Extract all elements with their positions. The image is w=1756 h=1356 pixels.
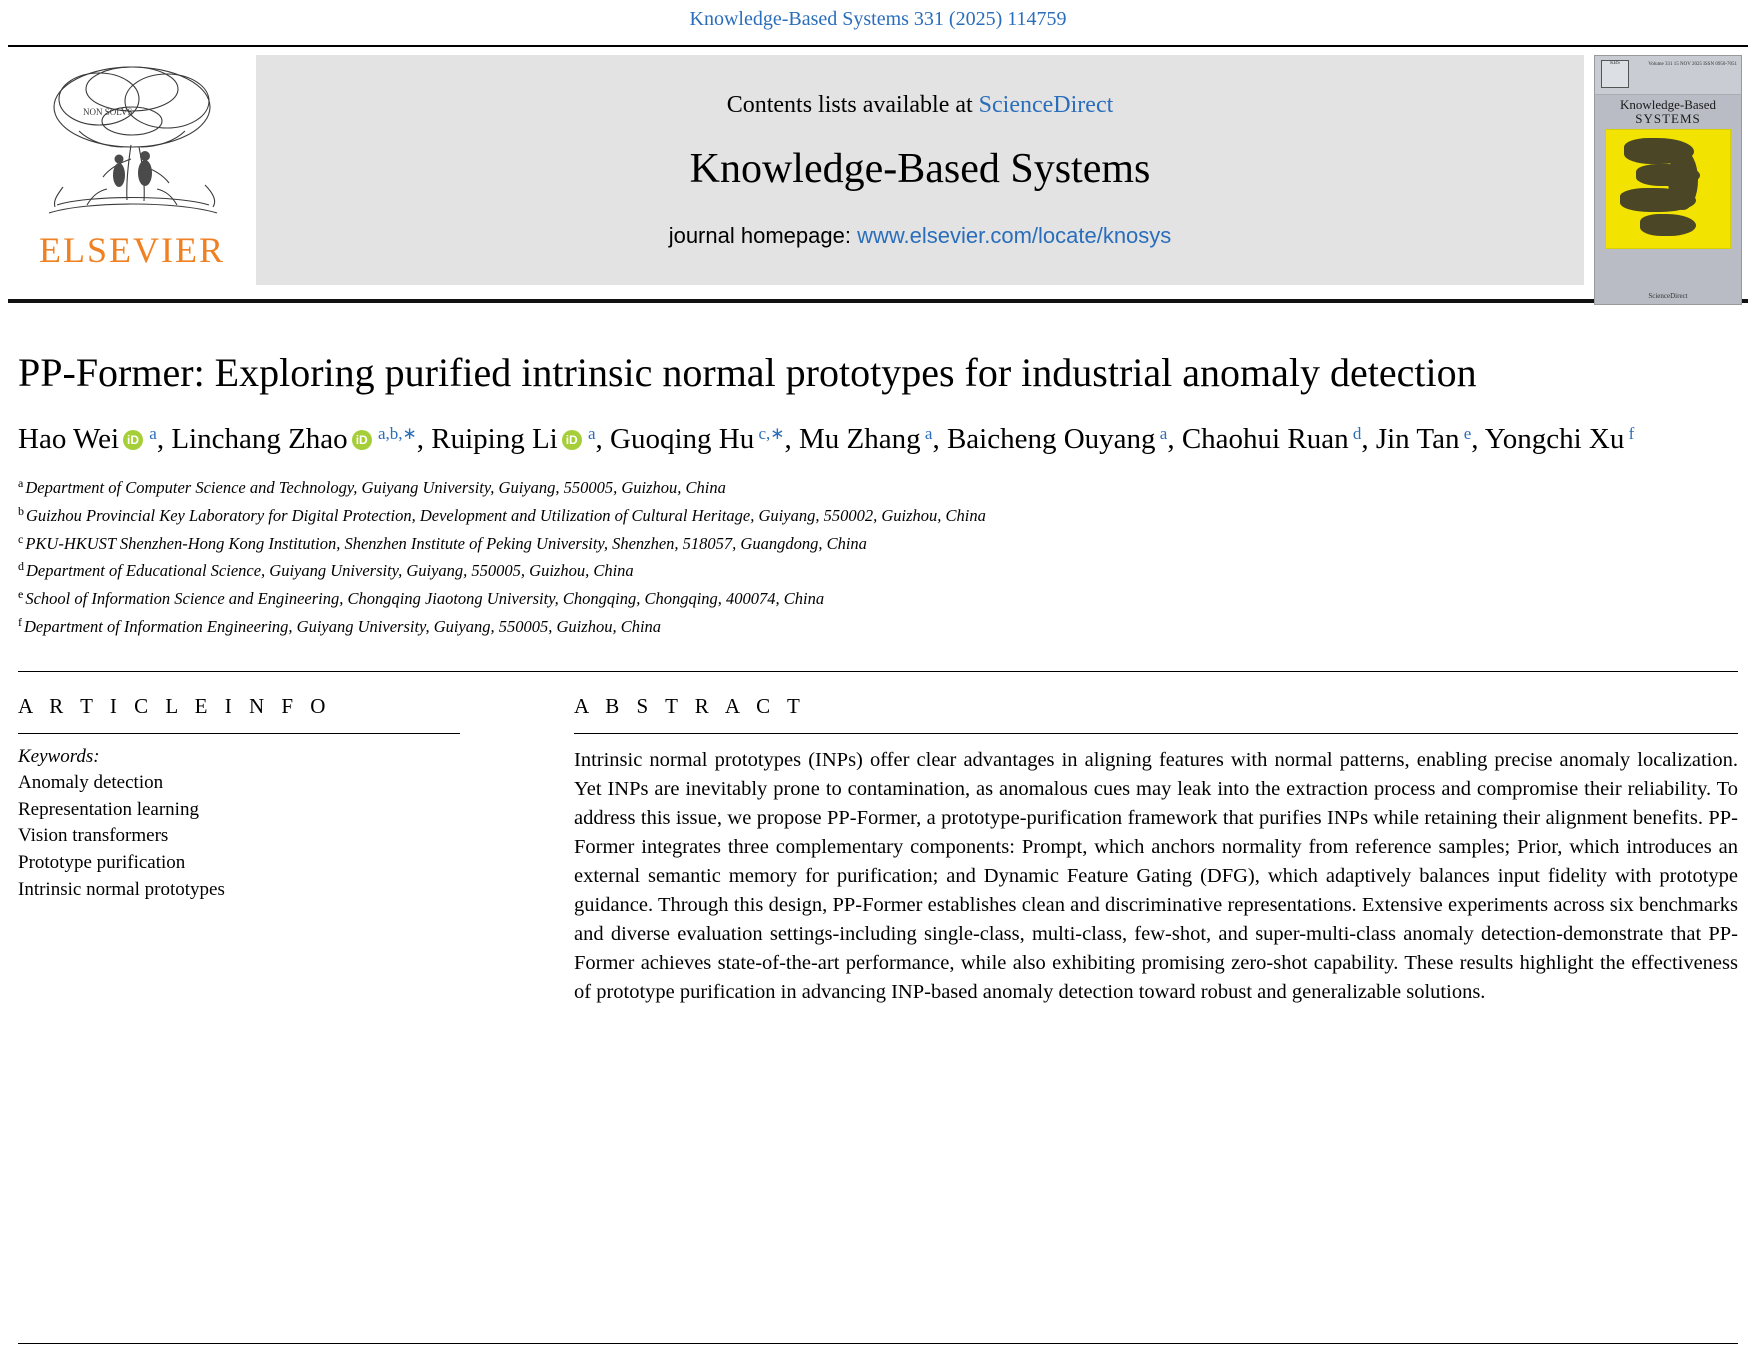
- author-affiliation-marks: f: [1624, 424, 1635, 444]
- abstract-text: Intrinsic normal prototypes (INPs) offer clear advantages in aligning features with normal patterns, enabling precise anomaly localization. Yet INPs are inevitably prone to contamination, as anomalous cues may leak into the extraction process and compromise their reliability. To address this issue, we propose PP-Former, a prototype-purification framework that purifies INPs while retaining their alignment benefits. PP-Former integrates three complementary components: Prompt, which anchors normality from reference samples; Prior, which introduces an external semantic memory for purification; and Dynamic Feature Gating (DFG), which adaptively balances input fidelity with prototype guidance. Through this design, PP-Former establishes clean and discriminative representations. Extensive experiments across six benchmarks and diverse evaluation settings-including single-class, multi-class, few-shot, and super-multi-class anomaly detection-demonstrate that PP-Former achieves state-of-the-art performance, while also exhibiting promising zero-shot capability. These results highlight the effectiveness of prototype purification in advancing INP-based anomaly detection toward robust and generalizable solutions.: [574, 748, 1738, 1004]
- affiliation-mark: c: [18, 531, 24, 546]
- affiliation-text: Department of Information Engineering, Guiyang University, Guiyang, 550005, Guizhou, China: [24, 616, 662, 636]
- affiliation-d: [18, 557, 1738, 585]
- author-name: Linchang Zhao: [171, 423, 348, 456]
- homepage-line: [669, 223, 1172, 249]
- abstract-divider: [574, 733, 1738, 734]
- author-name: Hao Wei: [18, 423, 120, 456]
- author-8: [1376, 423, 1471, 455]
- keyword-item: Intrinsic normal prototypes: [18, 879, 225, 901]
- author-9: [1485, 423, 1635, 455]
- affiliation-mark: b: [18, 503, 24, 518]
- author-name: Mu Zhang: [799, 423, 921, 456]
- author-7: [1182, 423, 1362, 455]
- affiliation-f: [18, 613, 1738, 641]
- author-name: Yongchi Xu: [1484, 423, 1625, 456]
- affiliation-text: Department of Computer Science and Technology, Guiyang University, Guiyang, 550005, Guizhou, China: [25, 478, 726, 498]
- author-separator: ,: [1167, 423, 1182, 456]
- keyword-item: Anomaly detection: [18, 771, 164, 793]
- author-separator: ,: [1471, 423, 1485, 456]
- author-affiliation-marks: c,∗: [754, 424, 785, 444]
- affiliation-a: [18, 474, 1738, 502]
- affiliation-mark: f: [18, 614, 22, 629]
- homepage-prefix: journal homepage:: [668, 222, 858, 248]
- keyword-item: Vision transformers: [18, 825, 169, 847]
- cover-artwork: [1605, 129, 1731, 249]
- author-affiliation-marks: a: [145, 424, 157, 444]
- info-abstract-row: [0, 672, 1756, 1008]
- affiliation-mark: a: [18, 476, 24, 491]
- cover-title-line2: SYSTEMS: [1635, 110, 1701, 126]
- article-info-divider: [18, 733, 460, 734]
- affiliation-e: [18, 585, 1738, 613]
- author-separator: ,: [1361, 423, 1376, 456]
- journal-masthead: [8, 45, 1748, 303]
- author-name: Ruiping Li: [431, 423, 558, 456]
- page-title: PP-Former: Exploring purified intrinsic normal prototypes for industrial anomaly detection: [18, 350, 1477, 395]
- author-4: [610, 423, 785, 455]
- author-name: Jin Tan: [1375, 423, 1460, 456]
- cover-title-line1: Knowledge-Based: [1619, 97, 1717, 112]
- journal-title: Knowledge-Based Systems: [689, 145, 1151, 192]
- author-affiliation-marks: a: [583, 424, 596, 444]
- affiliation-text: School of Information Science and Engineering, Chongqing Jiaotong University, Chongqing, Chongqing, 400074, China: [25, 589, 825, 609]
- author-6: [947, 423, 1167, 455]
- orcid-icon[interactable]: iD: [123, 430, 143, 450]
- cover-badge-icon: KBS: [1601, 60, 1629, 88]
- title-block: [0, 303, 1756, 396]
- author-separator: ,: [932, 423, 947, 456]
- author-name: Baicheng Ouyang: [946, 423, 1156, 456]
- cover-journal-title: [1595, 95, 1741, 125]
- journal-homepage-link[interactable]: www.elsevier.com/locate/knosys: [857, 222, 1172, 248]
- sciencedirect-link[interactable]: ScienceDirect: [978, 91, 1114, 118]
- keyword-item: Representation learning: [18, 798, 199, 820]
- author-3: [431, 423, 595, 455]
- author-affiliation-marks: d: [1348, 424, 1362, 444]
- page-bottom-divider: [18, 1343, 1738, 1344]
- cover-header: [1595, 56, 1741, 95]
- author-separator: ,: [595, 423, 611, 456]
- orcid-icon[interactable]: iD: [562, 430, 582, 450]
- journal-cover-thumbnail[interactable]: [1594, 55, 1742, 305]
- affiliation-c: [18, 530, 1738, 558]
- article-info-heading: A R T I C L E I N F O: [18, 693, 332, 718]
- elsevier-logo: [8, 55, 256, 287]
- author-separator: ,: [156, 423, 172, 456]
- contents-prefix: Contents lists available at: [726, 91, 979, 118]
- keyword-item: Prototype purification: [18, 852, 186, 874]
- affiliation-mark: d: [18, 559, 24, 574]
- author-name: Chaohui Ruan: [1181, 423, 1349, 456]
- elsevier-wordmark: ELSEVIER: [39, 230, 225, 270]
- author-name: Guoqing Hu: [610, 423, 755, 456]
- author-2: [171, 423, 416, 455]
- article-info-column: [18, 694, 488, 1008]
- author-affiliation-marks: a: [920, 424, 933, 444]
- affiliation-text: Department of Educational Science, Guiyang University, Guiyang, 550005, Guizhou, China: [26, 561, 634, 581]
- author-separator: ,: [416, 423, 432, 456]
- cover-volume-text: Volume 331 15 NOV 2025 ISSN 0950-7051: [1648, 62, 1737, 67]
- keywords-list: [18, 770, 460, 905]
- journal-band: [256, 55, 1584, 285]
- abstract-heading: A B S T R A C T: [574, 693, 806, 718]
- svg-text:NON SOLVS: NON SOLVS: [83, 107, 133, 117]
- author-affiliation-marks: a: [1155, 424, 1168, 444]
- author-affiliation-marks: e: [1459, 424, 1472, 444]
- keywords-label: Keywords:: [18, 745, 100, 767]
- author-list: [0, 396, 1756, 460]
- elsevier-tree-icon: [27, 55, 237, 227]
- orcid-icon[interactable]: iD: [352, 430, 372, 450]
- affiliation-list: [0, 460, 1756, 640]
- author-affiliation-marks: a,b,∗: [373, 424, 417, 444]
- author-1: [18, 423, 157, 455]
- author-5: [799, 423, 932, 455]
- affiliation-mark: e: [18, 587, 24, 602]
- affiliation-b: [18, 502, 1738, 530]
- abstract-column: [488, 694, 1738, 1008]
- cover-footer-text: ScienceDirect: [1648, 292, 1688, 300]
- contents-line: [727, 92, 1114, 119]
- affiliation-text: Guizhou Provincial Key Laboratory for Digital Protection, Development and Utilization of Cultural Heritage, Guiyang, 550002, Guizhou, China: [26, 505, 986, 525]
- affiliation-text: PKU-HKUST Shenzhen-Hong Kong Institution, Shenzhen Institute of Peking University, Shenzhen, 518057, Guangdong, China: [25, 533, 867, 553]
- running-head: Knowledge-Based Systems 331 (2025) 114759: [689, 8, 1067, 30]
- author-separator: ,: [784, 423, 800, 456]
